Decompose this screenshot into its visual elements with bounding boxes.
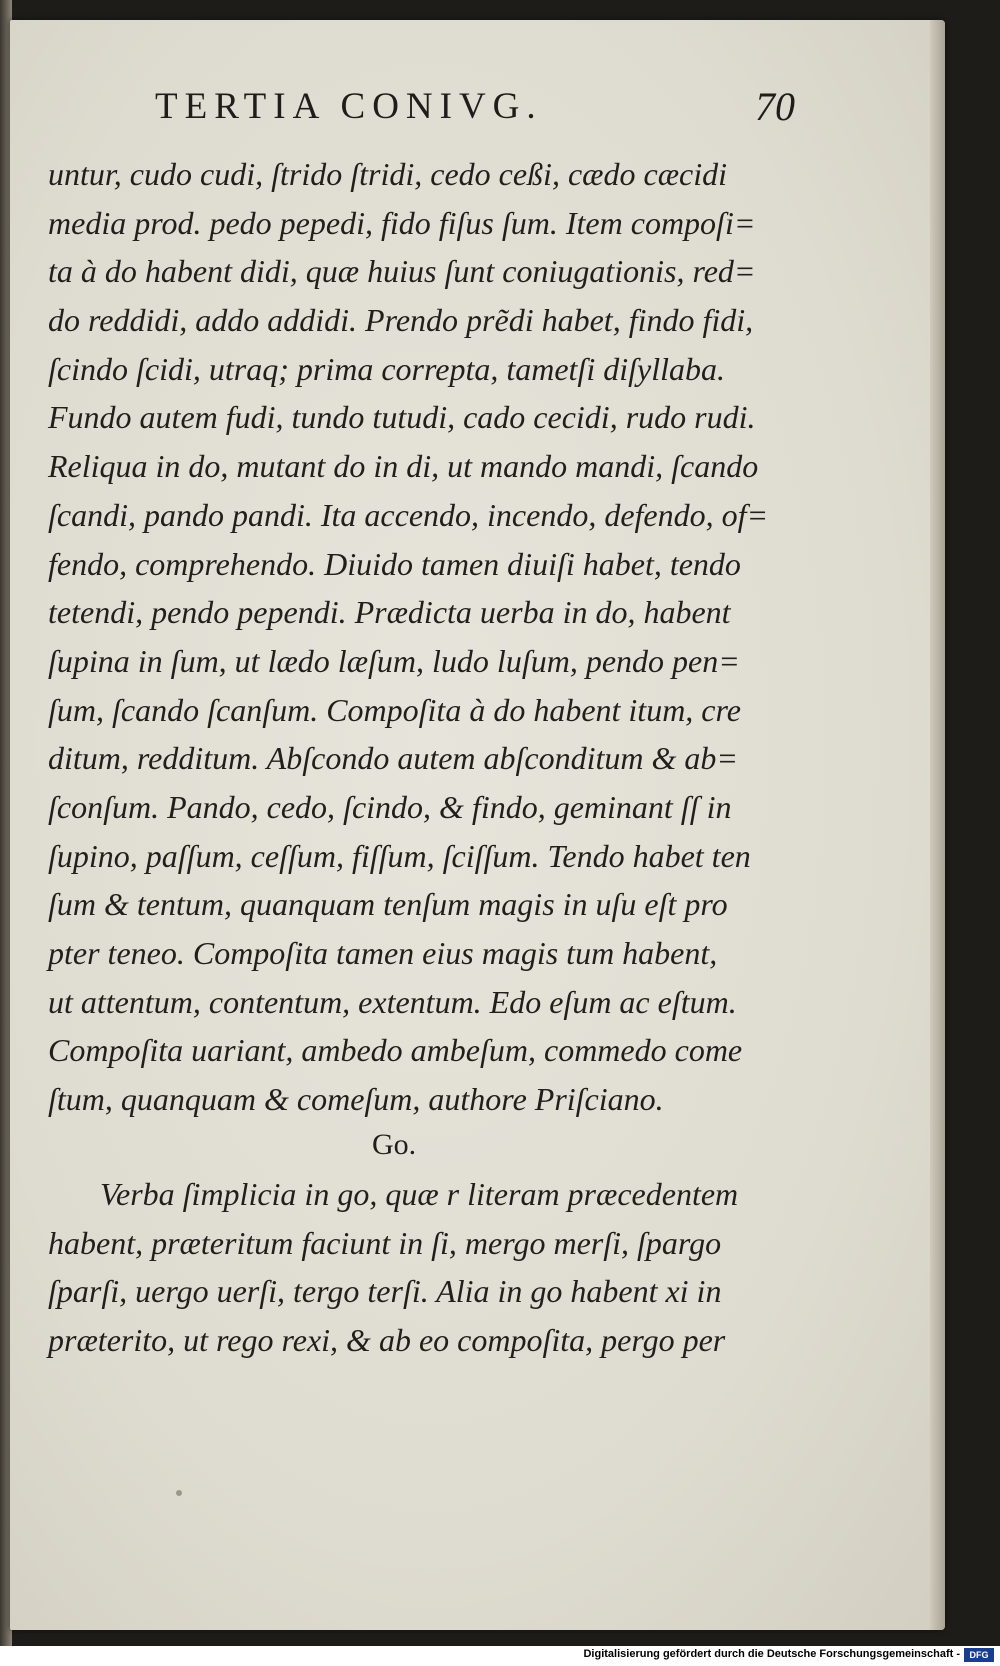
text-line: ſcandi, pando pandi. Ita accendo, incendo, defendo, of= (48, 496, 769, 533)
section-heading: Go. (372, 1128, 417, 1161)
text-line: præterito, ut rego rexi, & ab eo compoſita, pergo per (48, 1322, 726, 1359)
text-line: ſum, ſcando ſcanſum. Compoſita à do habent itum, cre (48, 691, 741, 728)
page-number: 70 (755, 84, 795, 129)
page-header (155, 85, 795, 135)
text-line: ſconſum. Pando, cedo, ſcindo, & findo, geminant ſſ in (48, 788, 732, 825)
text-line: ſum & tentum, quanquam tenſum magis in uſu eſt pro (48, 886, 728, 923)
main-text (48, 150, 769, 1124)
text-line: pter teneo. Compoſita tamen eius magis tum habent, (48, 935, 718, 971)
text-line: Compoſita uariant, ambedo ambeſum, commedo come (48, 1032, 743, 1069)
text-line: ſupino, paſſum, ceſſum, fiſſum, ſciſſum. Tendo habet ten (48, 837, 751, 874)
text-line: tetendi, pendo pependi. Prædicta uerba in do, habent (48, 594, 731, 631)
text-line: ut attentum, contentum, extentum. Edo eſum ac eſtum. (48, 983, 737, 1020)
dfg-logo: DFG (964, 1648, 994, 1662)
ink-spot (176, 1490, 182, 1496)
text-line: Verba ſimplicia in go, quæ r literam præcedentem (100, 1176, 739, 1212)
text-line: fendo, comprehendo. Diuido tamen diuiſi habet, tendo (48, 545, 741, 582)
text-line: ditum, redditum. Abſcondo autem abſconditum & ab= (48, 740, 738, 777)
text-line: habent, præteritum faciunt in ſi, mergo merſi, ſpargo (48, 1224, 722, 1261)
text-line: do reddidi, addo addidi. Prendo prẽdi habet, findo fidi, (48, 302, 754, 339)
text-line: Reliqua in do, mutant do in di, ut mando mandi, ſcando (48, 448, 759, 485)
text-line: untur, cudo cudi, ſtrido ſtridi, cedo ceßi, cædo cæcidi (48, 156, 728, 192)
text-line: media prod. pedo pepedi, fido fiſus ſum. Item compoſi= (48, 204, 756, 241)
text-line: ſupina in ſum, ut lædo læſum, ludo luſum, pendo pen= (48, 642, 740, 679)
funding-credit: Digitalisierung gefördert durch die Deutsche Forschungsgemeinschaft - (583, 1648, 960, 1660)
text-line: Fundo autem fudi, tundo tutudi, cado cecidi, rudo rudi. (48, 399, 756, 436)
page-edge (930, 20, 945, 1630)
running-title: TERTIA CONIVG. (155, 86, 543, 127)
text-line: ta à do habent didi, quæ huius ſunt coniugationis, red= (48, 253, 756, 290)
text-line: ſparſi, uergo uerſi, tergo terſi. Alia in go habent xi in (48, 1273, 722, 1310)
text-line: ſtum, quanquam & comeſum, authore Priſciano. (48, 1081, 664, 1118)
section-text (48, 1170, 738, 1365)
text-line: ſcindo ſcidi, utraq; prima correpta, tametſi diſyllaba. (48, 350, 725, 387)
